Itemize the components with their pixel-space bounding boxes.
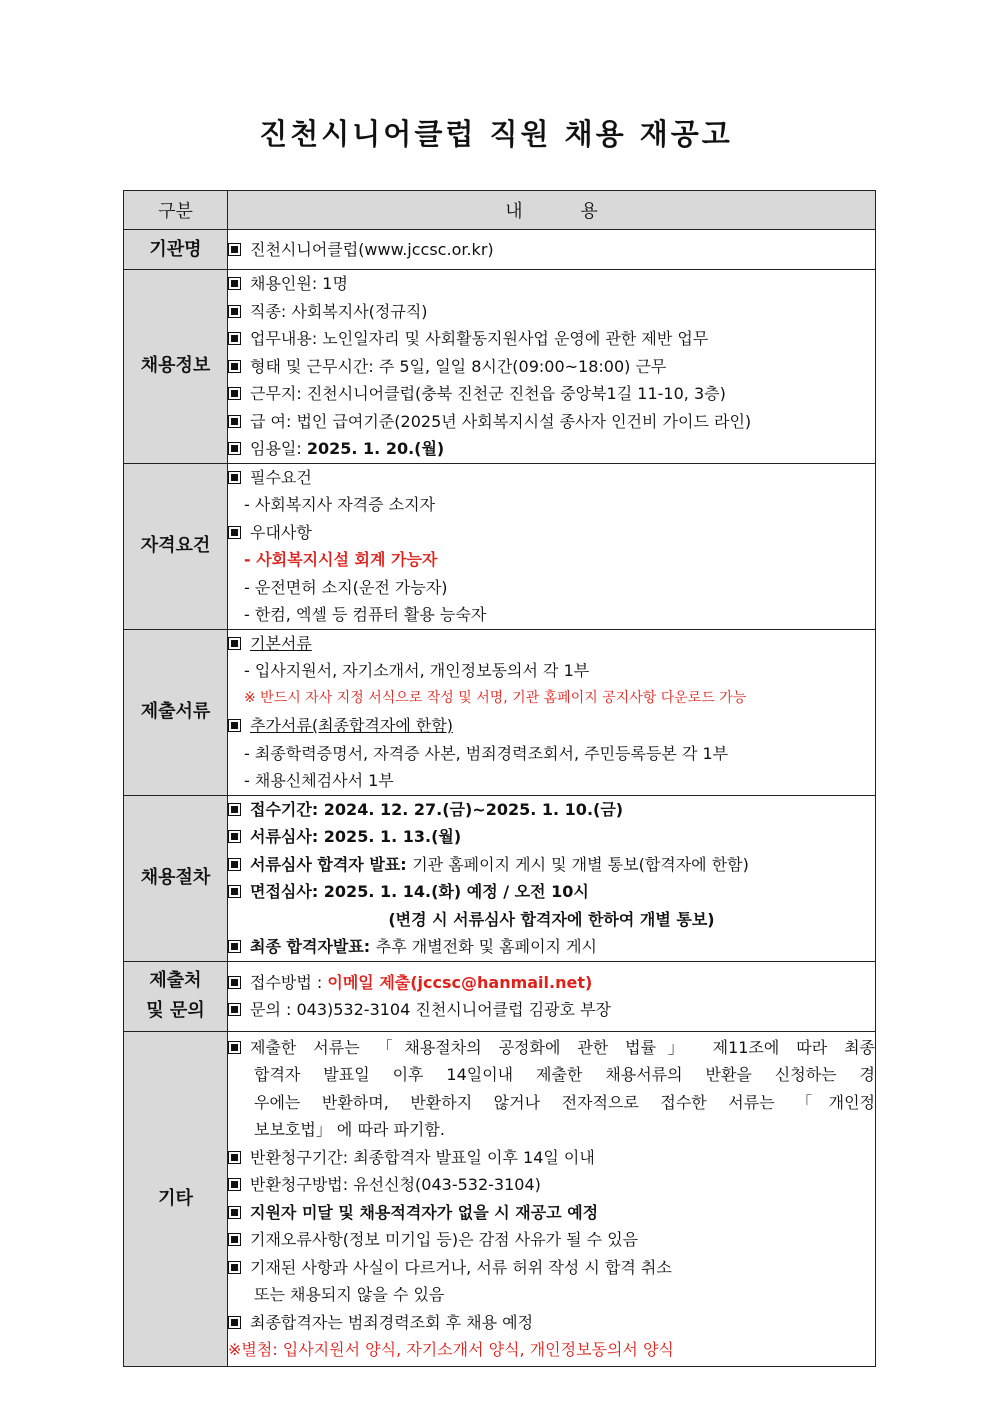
row-qualifications — [124, 463, 876, 629]
etc-para-line: 보보호법」 에 따라 파기함. — [254, 1120, 445, 1139]
etc-para-line: 합격자 발표일 이후 14일이내 제출한 채용서류의 반환을 신청하는 경 — [254, 1065, 875, 1084]
page-title: 진천시니어클럽 직원 채용 재공고 — [259, 117, 733, 151]
label-qualifications: 자격요건 — [124, 463, 228, 629]
bullet-square-icon — [228, 1261, 241, 1274]
label-submission-line2: 및 문의 — [146, 1000, 205, 1021]
process-final-label: 최종 합격자발표: — [250, 937, 376, 956]
info-job-type: 직종: 사회복지사(정규직) — [250, 301, 428, 321]
row-submission — [124, 961, 876, 1031]
org-name: 진천시니어클럽(www.jccsc.or.kr) — [250, 239, 494, 259]
bullet-square-icon — [228, 830, 241, 843]
label-etc: 기타 — [124, 1031, 228, 1366]
bullet-square-icon — [228, 1151, 241, 1164]
info-salary: 급 여: 법인 급여기준(2025년 사회복지시설 종사자 인건비 가이드 라인) — [250, 411, 752, 431]
submit-email: 이메일 제출(jccsc@hanmail.net) — [327, 972, 593, 992]
process-announce-value: 기관 홈페이지 게시 및 개별 통보(합격자에 한함) — [412, 854, 749, 874]
process-final-value: 추후 개별전화 및 홈페이지 게시 — [375, 937, 598, 956]
bullet-square-icon — [228, 940, 241, 953]
process-interview: 면접심사: 2025. 1. 14.(화) 예정 / 오전 10시 — [250, 882, 589, 901]
etc-final-check: 최종합격자는 범죄경력조회 후 채용 예정 — [250, 1312, 534, 1332]
row-documents — [124, 629, 876, 795]
etc-error: 기재오류사항(정보 미기입 등)은 감점 사유가 될 수 있음 — [250, 1230, 639, 1249]
docs-extra-item: - 최종학력증명서, 자격증 사본, 범죄경력조회서, 주민등록등본 각 1부 — [244, 743, 729, 763]
submit-contact: 문의 : 043)532-3104 진천시니어클럽 김광호 부장 — [250, 1000, 612, 1019]
etc-false-line1: 기재된 사항과 사실이 다르거나, 서류 허위 작성 시 합격 취소 — [250, 1257, 672, 1277]
etc-return-method: 반환청구방법: 유선신청(043-532-3104) — [250, 1175, 541, 1194]
row-job-info — [124, 270, 876, 464]
process-announce-label: 서류심사 합격자 발표: — [250, 854, 413, 874]
bullet-square-icon — [228, 277, 241, 290]
bullet-square-icon — [228, 719, 241, 732]
process-screening: 서류심사: 2025. 1. 13.(월) — [250, 827, 462, 846]
bullet-square-icon — [228, 1003, 241, 1016]
label-job-info: 채용정보 — [124, 270, 228, 464]
bullet-square-icon — [228, 243, 241, 256]
etc-para-line: 제출한 서류는 「채용절차의 공정화에 관한 법률」 제11조에 따라 최종 — [250, 1037, 875, 1057]
qual-preferred-item: - 한컴, 엑셀 등 컴퓨터 활용 능숙자 — [244, 605, 487, 624]
bullet-square-icon — [228, 442, 241, 455]
header-content: 내 용 — [228, 191, 876, 230]
info-hours: 형태 및 근무시간: 주 5일, 일일 8시간(09:00~18:00) 근무 — [250, 356, 667, 376]
label-process: 채용절차 — [124, 795, 228, 961]
qual-preferred-title: 우대사항 — [250, 522, 312, 542]
label-documents: 제출서류 — [124, 629, 228, 795]
header-category: 구분 — [124, 191, 228, 230]
bullet-square-icon — [228, 305, 241, 318]
docs-extra-item: - 채용신체검사서 1부 — [244, 771, 394, 790]
etc-repost: 지원자 미달 및 채용적격자가 없을 시 재공고 예정 — [250, 1202, 599, 1222]
bullet-square-icon — [228, 885, 241, 898]
bullet-square-icon — [228, 360, 241, 373]
bullet-square-icon — [228, 471, 241, 484]
recruitment-table — [123, 190, 876, 1367]
docs-basic-title: 기본서류 — [250, 633, 312, 653]
docs-basic-note: ※ 반드시 자사 지정 서식으로 작성 및 서명, 기관 홈페이지 공지사항 다운로드 가능 — [244, 689, 747, 706]
qual-required-title: 필수요건 — [250, 467, 312, 487]
qual-preferred-highlight: - 사회복지시설 회계 가능자 — [244, 550, 438, 569]
label-submission-line1: 제출처 — [149, 970, 202, 991]
submit-method-label: 접수방법 : — [250, 972, 328, 992]
table-header-row — [124, 191, 876, 230]
etc-para-line: 우에는 반환하며, 반환하지 않거나 전자적으로 접수한 서류는 「개인정 — [254, 1092, 875, 1112]
process-interview-note: (변경 시 서류심사 합격자에 한하여 개별 통보) — [388, 909, 715, 929]
bullet-square-icon — [228, 1233, 241, 1246]
bullet-square-icon — [228, 637, 241, 650]
process-receipt: 접수기간: 2024. 12. 27.(금)~2025. 1. 10.(금) — [250, 799, 624, 819]
etc-attachment: ※별첨: 입사지원서 양식, 자기소개서 양식, 개인정보동의서 양식 — [228, 1340, 674, 1359]
info-duties: 업무내용: 노인일자리 및 사회활동지원사업 운영에 관한 제반 업무 — [250, 329, 709, 348]
info-start-date: 2025. 1. 20.(월) — [306, 439, 445, 458]
docs-extra-title: 추가서류(최종합격자에 한함) — [250, 716, 454, 735]
qual-preferred-item: - 운전면허 소지(운전 가능자) — [244, 577, 448, 597]
bullet-square-icon — [228, 858, 241, 871]
bullet-square-icon — [228, 526, 241, 539]
info-start-label: 임용일: — [250, 439, 307, 458]
row-organization — [124, 230, 876, 270]
bullet-square-icon — [228, 803, 241, 816]
etc-return-period: 반환청구기간: 최종합격자 발표일 이후 14일 이내 — [250, 1147, 595, 1167]
bullet-square-icon — [228, 1041, 241, 1054]
bullet-square-icon — [228, 1178, 241, 1191]
bullet-square-icon — [228, 1316, 241, 1329]
label-organization: 기관명 — [124, 230, 228, 270]
info-headcount: 채용인원: 1명 — [250, 274, 348, 293]
docs-basic-item: - 입사지원서, 자기소개서, 개인정보동의서 각 1부 — [244, 661, 590, 680]
bullet-square-icon — [228, 387, 241, 400]
bullet-square-icon — [228, 415, 241, 428]
row-etc — [124, 1031, 876, 1366]
bullet-square-icon — [228, 332, 241, 345]
row-process — [124, 795, 876, 961]
qual-required-item: - 사회복지사 자격증 소지자 — [244, 495, 436, 514]
info-location: 근무지: 진천시니어클럽(충북 진천군 진천읍 중앙북1길 11-10, 3층) — [250, 384, 726, 403]
bullet-square-icon — [228, 1206, 241, 1219]
etc-false-line2: 또는 채용되지 않을 수 있음 — [254, 1285, 445, 1304]
bullet-square-icon — [228, 976, 241, 989]
